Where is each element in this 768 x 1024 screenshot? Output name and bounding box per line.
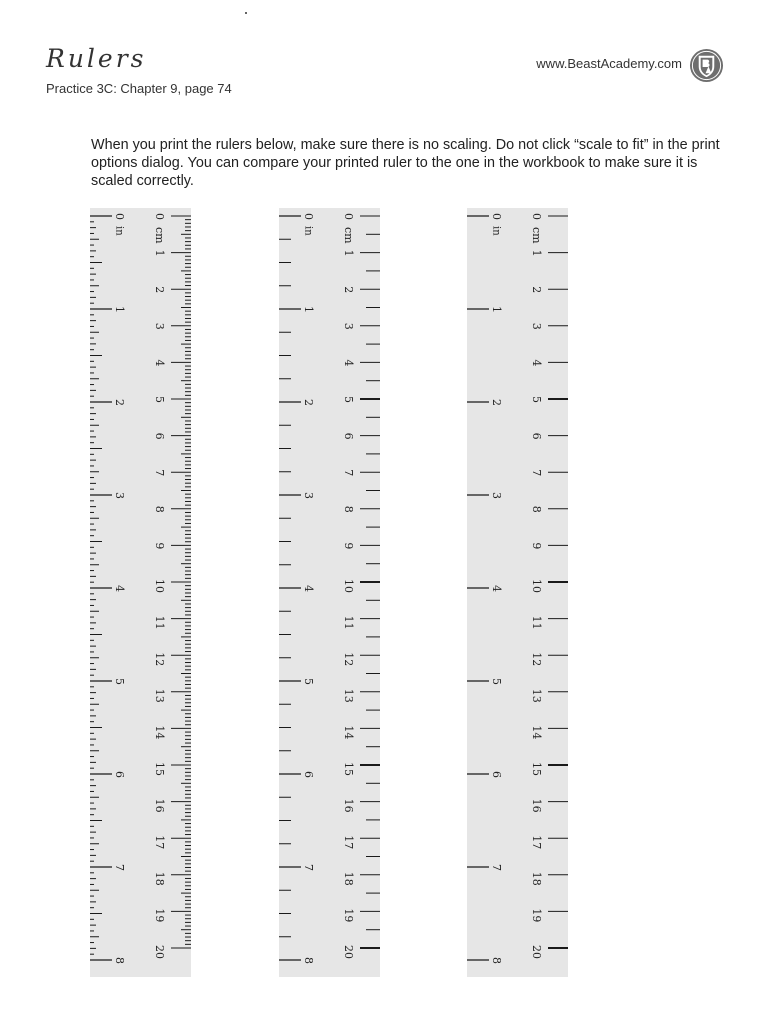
cm-number-label: 20 [342,945,355,959]
ruler-inch-sixteenths-cm-millimeters [90,208,191,977]
cm-number-label: 16 [153,798,166,813]
cm-number-label: 12 [530,652,543,667]
cm-unit-label: cm [342,227,355,244]
inch-number-label: 0 [490,213,503,220]
inch-number-label: 7 [490,864,503,871]
cm-number-label: 2 [530,286,543,294]
inch-number-label: 8 [490,957,503,964]
cm-number-label: 5 [153,396,166,403]
inch-unit-label: in [490,226,502,236]
inch-number-label: 5 [113,678,126,685]
cm-number-label: 10 [342,579,355,593]
cm-number-label: 9 [530,542,543,550]
cm-number-label: 17 [153,835,166,850]
inch-number-label: 1 [302,306,315,313]
inch-number-label: 7 [113,864,126,871]
cm-number-label: 18 [153,871,166,886]
inch-number-label: 2 [113,399,126,406]
beast-academy-shield-logo-icon [689,48,724,83]
cm-number-label: 5 [342,396,355,403]
cm-number-label: 1 [342,249,355,257]
inch-number-label: 2 [302,399,315,406]
stray-dot [245,12,247,14]
inch-number-label: 0 [113,213,126,220]
inch-number-label: 4 [113,585,126,592]
cm-number-label: 13 [530,688,543,703]
cm-number-label: 2 [342,286,355,294]
website-link[interactable]: www.BeastAcademy.com [536,56,682,71]
cm-number-label: 6 [342,432,355,440]
inch-number-label: 5 [302,678,315,685]
inch-number-label: 7 [302,864,315,871]
page-title: Rulers [46,44,147,73]
cm-number-label: 4 [153,359,166,367]
inch-number-label: 6 [302,771,315,778]
page-subtitle: Practice 3C: Chapter 9, page 74 [46,81,232,96]
cm-number-label: 13 [342,688,355,703]
ruler-inch-quarters-cm-halves [279,208,380,977]
cm-number-label: 4 [530,359,543,367]
cm-number-label: 20 [530,945,543,959]
cm-number-label: 17 [530,835,543,850]
cm-number-label: 7 [342,469,355,477]
cm-number-label: 10 [530,579,543,593]
inch-number-label: 6 [113,771,126,778]
cm-number-label: 6 [530,432,543,440]
cm-number-label: 19 [153,908,166,923]
cm-number-label: 9 [342,542,355,550]
inch-number-label: 3 [490,492,503,499]
inch-number-label: 6 [490,771,503,778]
cm-number-label: 11 [342,615,355,630]
inch-number-label: 5 [490,678,503,685]
inch-number-label: 2 [490,399,503,406]
inch-number-label: 3 [302,492,315,499]
print-instructions: When you print the rulers below, make sure there is no scaling. Do not click “scale to fit” in the print options dialog. You can compare your printed ruler to the one in the workbook to make sure it is scaled correctly. [91,137,720,189]
cm-number-label: 8 [153,505,166,513]
inch-number-label: 0 [302,213,315,220]
cm-number-label: 20 [153,945,166,959]
cm-number-label: 7 [153,469,166,477]
cm-number-label: 7 [530,469,543,477]
inch-number-label: 4 [490,585,503,592]
cm-number-label: 11 [530,615,543,630]
cm-number-label: 3 [342,322,355,330]
cm-number-label: 3 [153,322,166,330]
cm-number-label: 0 [153,213,166,220]
cm-number-label: 16 [530,798,543,813]
cm-number-label: 15 [342,762,355,776]
cm-number-label: 19 [342,908,355,923]
cm-unit-label: cm [530,227,543,244]
cm-number-label: 16 [342,798,355,813]
cm-number-label: 8 [342,505,355,513]
cm-number-label: 1 [153,249,166,257]
cm-number-label: 15 [530,762,543,776]
cm-number-label: 5 [530,396,543,403]
cm-number-label: 13 [153,688,166,703]
inch-number-label: 3 [113,492,126,499]
cm-number-label: 0 [342,213,355,220]
cm-number-label: 3 [530,322,543,330]
cm-number-label: 14 [153,725,166,740]
cm-number-label: 1 [530,249,543,257]
cm-number-label: 14 [342,725,355,740]
cm-number-label: 9 [153,542,166,550]
cm-number-label: 18 [342,871,355,886]
cm-number-label: 6 [153,432,166,440]
inch-number-label: 8 [113,957,126,964]
cm-number-label: 12 [153,652,166,667]
cm-number-label: 15 [153,762,166,776]
inch-number-label: 1 [490,306,503,313]
inch-number-label: 4 [302,585,315,592]
cm-number-label: 10 [153,579,166,593]
cm-number-label: 19 [530,908,543,923]
cm-number-label: 2 [153,286,166,294]
cm-number-label: 14 [530,725,543,740]
cm-number-label: 11 [153,615,166,630]
inch-number-label: 8 [302,957,315,964]
inch-unit-label: in [302,226,314,236]
inch-unit-label: in [113,226,125,236]
inch-number-label: 1 [113,306,126,313]
cm-number-label: 12 [342,652,355,667]
cm-number-label: 4 [342,359,355,367]
cm-number-label: 18 [530,871,543,886]
cm-unit-label: cm [153,227,166,244]
cm-number-label: 17 [342,835,355,850]
cm-number-label: 0 [530,213,543,220]
cm-number-label: 8 [530,505,543,513]
ruler-whole-units [467,208,568,977]
